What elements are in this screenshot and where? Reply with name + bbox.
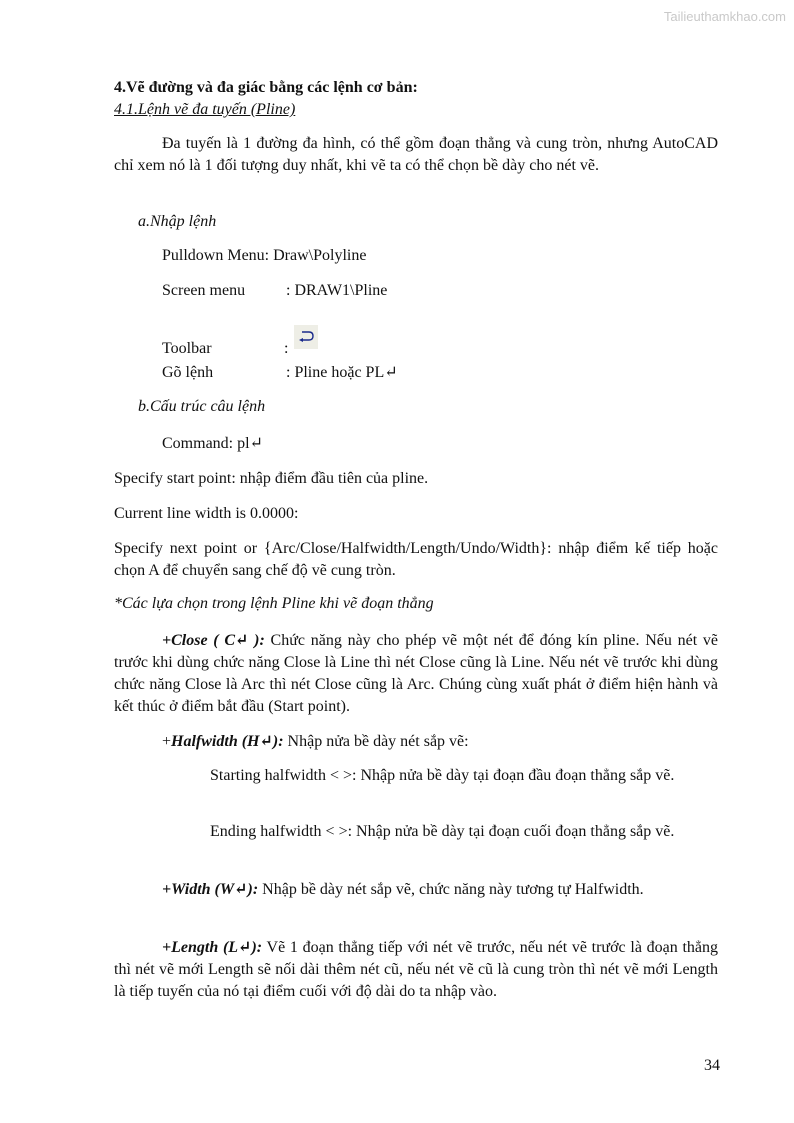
section-heading: 4.Vẽ đường và đa giác bằng các lệnh cơ bản:: [114, 79, 418, 96]
line-width-line: Current line width is 0.0000:: [114, 505, 299, 522]
toolbar-colon: :: [284, 340, 289, 357]
length-option-text: Vẽ 1 đoạn thẳng tiếp với nét vẽ trước, nếu nét vẽ trước là đoạn thẳng thì nét vẽ mới Length sẽ nối dài thêm nét cũ, nếu nét vẽ cũ là cung tròn thì nét vẽ mới Length là tiếp tuyến của nó tại điểm cuối với độ dài do ta nhập vào.: [114, 939, 718, 1000]
subsection-heading: 4.1.Lệnh vẽ đa tuyến (Pline): [114, 101, 296, 118]
input-heading: a.Nhập lệnh: [138, 213, 217, 230]
width-option-label: +Width (W↵):: [162, 881, 259, 898]
intro-paragraph: Đa tuyến là 1 đường đa hình, có thể gồm đoạn thẳng và cung tròn, nhưng AutoCAD chỉ xem nó là 1 đối tượng duy nhất, khi vẽ ta có thể chọn bề dày cho nét vẽ.: [114, 135, 718, 174]
halfwidth-option-text: Nhập nửa bề dày nét sắp vẽ:: [283, 733, 469, 750]
screen-menu-value: : DRAW1\Pline: [286, 282, 388, 299]
width-option-text: Nhập bề dày nét sắp vẽ, chức năng này tương tự Halfwidth.: [258, 881, 644, 898]
pulldown-menu-line: Pulldown Menu: Draw\Polyline: [162, 247, 367, 264]
halfwidth-option: [114, 731, 718, 753]
toolbar-line: [162, 325, 718, 360]
structure-heading: b.Cấu trúc câu lệnh: [138, 398, 266, 415]
next-point-line: Specify next point or {Arc/Close/Halfwidth/Length/Undo/Width}: nhập điểm kế tiếp hoặc chọn A để chuyển sang chế độ vẽ cung tròn.: [114, 540, 718, 579]
halfwidth-option-prefix: +: [162, 733, 172, 750]
close-option-label: +Close ( C↵ ):: [162, 632, 265, 649]
polyline-icon: [294, 325, 318, 349]
halfwidth-option-label: Halfwidth (H↵):: [171, 733, 284, 750]
toolbar-label: Toolbar: [162, 340, 212, 357]
screen-menu-line: [162, 280, 718, 302]
ending-halfwidth: Ending halfwidth < >: Nhập nửa bề dày tại đoạn cuối đoạn thẳng sắp vẽ.: [210, 823, 675, 840]
close-option-text: Chức năng này cho phép vẽ một nét để đóng kín pline. Nếu nét vẽ trước khi dùng chức năng Close là Line thì nét Close cũng là Line. Nếu nét vẽ trước khi dùng chức năng Close là Arc thì nét Close cũng là Arc. Chúng cùng xuất phát ở điểm hiện hành và kết thúc ở điểm bắt đầu (Start point).: [114, 632, 719, 715]
watermark: Tailieuthamkhao.com: [663, 9, 786, 24]
length-option-label: +Length (L↵):: [162, 939, 263, 956]
close-option: [114, 630, 718, 718]
screen-menu-label: Screen menu: [162, 282, 246, 299]
start-point-line: Specify start point: nhập điểm đầu tiên của pline.: [114, 470, 429, 487]
length-option: [114, 937, 718, 1003]
typed-command-value: : Pline hoặc PL↵: [286, 364, 398, 381]
options-heading: *Các lựa chọn trong lệnh Pline khi vẽ đoạn thẳng: [114, 595, 434, 612]
starting-halfwidth: Starting halfwidth < >: Nhập nửa bề dày tại đoạn đầu đoạn thẳng sắp vẽ.: [210, 767, 675, 784]
width-option: [114, 879, 718, 901]
typed-command-label: Gõ lệnh: [162, 364, 214, 381]
command-line: Command: pl↵: [162, 435, 263, 452]
typed-command-line: [162, 362, 718, 384]
page-number: 34: [704, 1057, 720, 1074]
